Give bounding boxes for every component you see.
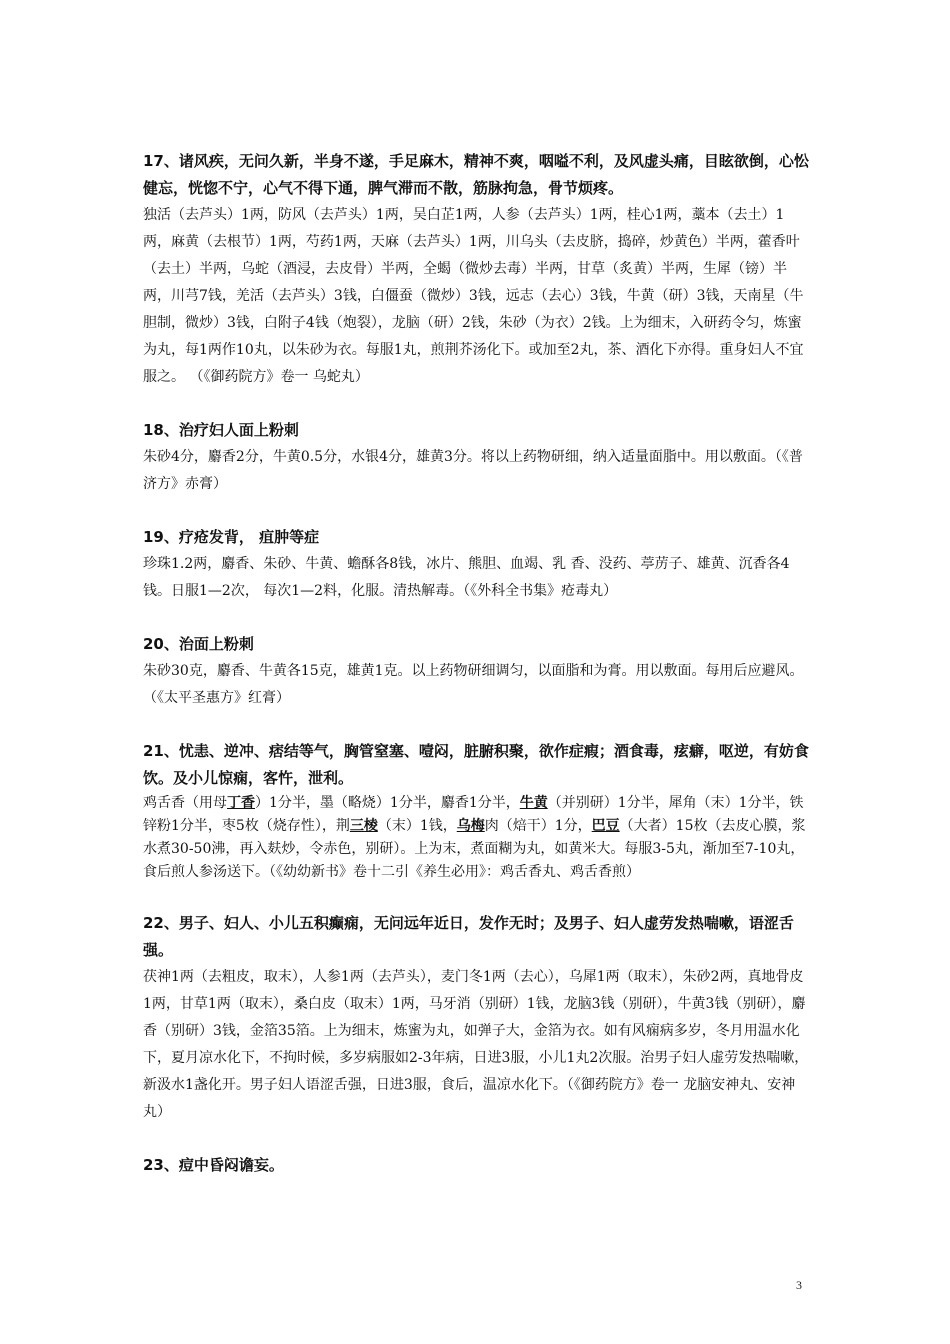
page-number: 3 [796, 1278, 802, 1292]
section-22 [143, 910, 811, 1126]
section-body: 茯神1两（去粗皮，取末），人参1两（去芦头），麦门冬1两（去心），乌犀1两（取末），朱砂2两，真地骨皮1两，甘草1两（取末），桑白皮（取末）1两，马牙消（别研）1钱，龙脑3钱（别研），牛黄3钱（别研），麝香（别研）3钱，金箔35箔。上为细末，炼蜜为丸，如弹子大，金箔为衣。如有风痫病多岁，冬月用温水化下，夏月凉水化下，不拘时候，多岁病服如2-3年病，日进3服，小儿1丸2次服。治男子妇人虚劳发热喘嗽，新汲水1盏化开。男子妇人语涩舌强，日进3服，食后，温凉水化下。（《御药院方》卷一 龙脑安神丸、安神丸） [143, 969, 809, 1120]
body-text: （并别研）1分半，犀角（末）1分半，铁锌粉1分半，枣5枚（烧存性），荆 [143, 795, 804, 834]
section-body: 朱砂4分，麝香2分，牛黄0.5分，水银4分，雄黄3分。将以上药物研细，纳入适量面脂中。用以敷面。（《普济方》赤膏） [143, 449, 803, 492]
body-text: （大者）15枚（去皮心膜，浆水煮30-50沸，再入麸炒，令赤色，别研）。上为末，煮面糊为丸，如黄米大。每服3-5丸，渐加至7-10丸，食后煎人参汤送下。（《幼幼新书》卷十二引《养生必用》：鸡舌香丸、鸡舌香煎） [143, 818, 806, 880]
section-body [143, 792, 811, 884]
section-heading: 21、忧恚、逆冲、痞结等气，胸管窒塞、噎闷，脏腑积聚，欲作症瘕；酒食毒，痃癖，呕逆，有妨食饮。及小儿惊痫，客忤，泄利。 [143, 742, 809, 787]
underlined-term: 三棱 [349, 818, 378, 834]
section-21 [143, 738, 811, 884]
section-19 [143, 524, 811, 605]
section-heading: 17、诸风疾，无问久新，半身不遂，手足麻木，精神不爽，咽嗌不利，及风虚头痛，目眩欲倒，心忪健忘，恍惚不宁，心气不得下通，脾气滞而不散，筋脉拘急，骨节烦疼。 [143, 152, 809, 197]
body-text: 肉（焙干）1分， [484, 818, 592, 834]
section-17 [143, 148, 811, 391]
section-23 [143, 1152, 811, 1179]
document-content [143, 148, 811, 1205]
body-text: （末）1钱， [377, 818, 457, 834]
section-20 [143, 631, 811, 712]
underlined-term: 牛黄 [519, 795, 548, 811]
section-18 [143, 417, 811, 498]
underlined-term: 乌梅 [456, 818, 485, 834]
section-heading: 18、治疗妇人面上粉刺 [143, 421, 299, 439]
section-body: 珍珠1.2两，麝香、朱砂、牛黄、蟾酥各8钱，冰片、熊胆、血竭、乳 香、没药、葶苈子、雄黄、沉香各4钱。日服1—2次， 每次1—2料，化服。清热解毒。（《外科全书集》疮毒丸） [143, 556, 790, 599]
body-text: 鸡舌香（用母 [143, 795, 227, 811]
section-heading: 20、治面上粉刺 [143, 635, 254, 653]
underlined-term: 丁香 [227, 795, 255, 811]
section-body: 朱砂30克，麝香、牛黄各15克，雄黄1克。以上药物研细调匀，以面脂和为膏。用以敷面。每用后应避风。（《太平圣惠方》红膏） [143, 663, 804, 706]
section-heading: 19、疗疮发背， 疽肿等症 [143, 528, 320, 546]
underlined-term: 巴豆 [591, 818, 620, 834]
section-heading: 23、痘中昏闷谵妄。 [143, 1156, 284, 1174]
body-text: ）1分半，墨（略烧）1分半，麝香1分半， [255, 795, 520, 811]
section-body: 独活（去芦头）1两，防风（去芦头）1两，吴白芷1两，人参（去芦头）1两，桂心1两，藁本（去土）1两，麻黄（去根节）1两，芍药1两，天麻（去芦头）1两，川乌头（去皮脐，捣碎，炒黄色）半两，藿香叶（去土）半两，乌蛇（酒浸，去皮骨）半两，全蝎（微炒去毒）半两，甘草（炙黄）半两，生犀（镑）半两，川芎7钱，羌活（去芦头）3钱，白僵蚕（微炒）3钱，远志（去心）3钱，牛黄（研）3钱，天南星（牛胆制，微炒）3钱，白附子4钱（炮裂），龙脑（研）2钱，朱砂（为衣）2钱。上为细末，入研药令匀，炼蜜为丸，每1两作10丸，以朱砂为衣。每服1丸，煎荆芥汤化下。或加至2丸，茶、酒化下亦得。重身妇人不宜服之。 （《御药院方》卷一 乌蛇丸） [143, 207, 804, 385]
section-heading: 22、男子、妇人、小儿五积癫痫，无问远年近日，发作无时；及男子、妇人虚劳发热喘嗽，语涩舌强。 [143, 914, 794, 959]
